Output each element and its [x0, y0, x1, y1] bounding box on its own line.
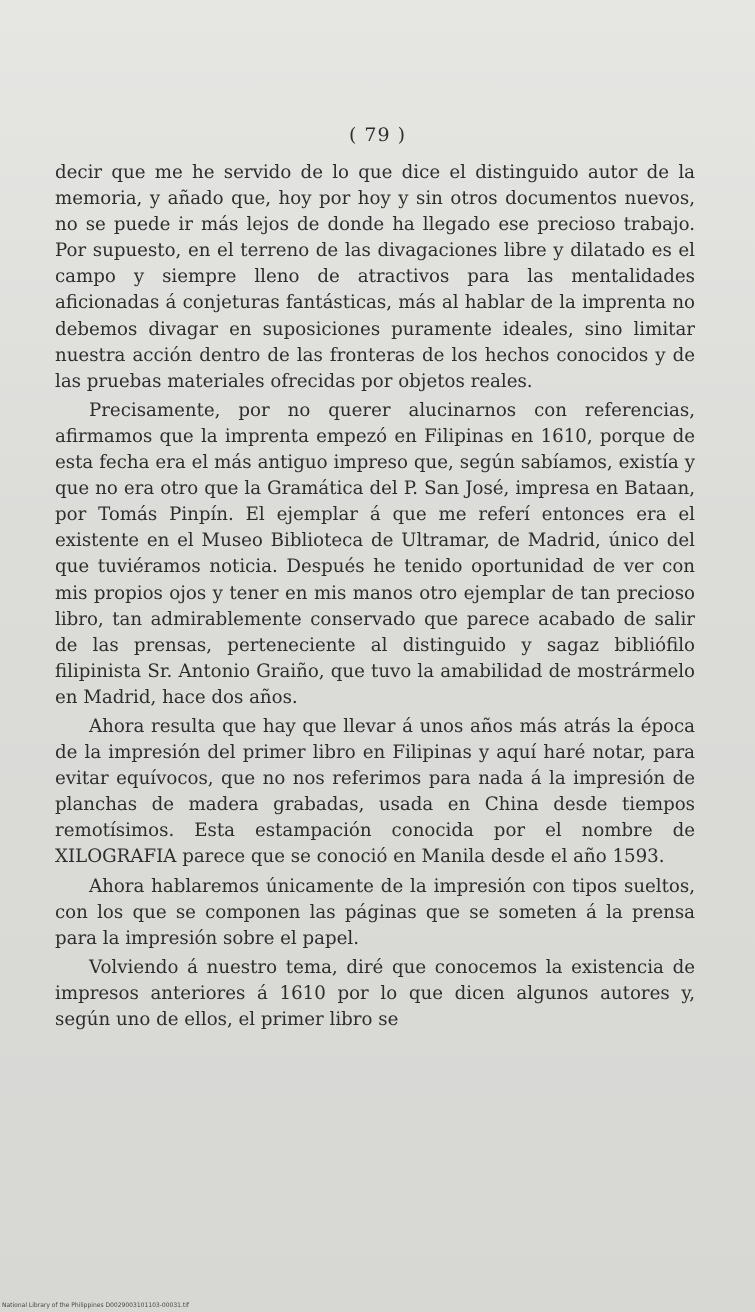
library-credit: National Library of the Philippines D0029003101103-00031.tif — [2, 1302, 190, 1309]
paragraph-1: decir que me he servido de lo que dice el distinguido autor de la memoria, y añado que, hoy por hoy y sin otros documentos nuevos, no se puede ir más lejos de donde ha llegado ese precioso trabajo. Por supuesto, en el terreno de las divagaciones libre y dilatado es el campo y siempre lleno de atractivos para las mentalidades aficionadas á conjeturas fantásticas, más al hablar de la imprenta no debemos divagar en suposiciones puramente ideales, sino limitar nuestra acción dentro de las fronteras de los hechos conocidos y de las pruebas materiales ofrecidas por objetos reales. — [55, 162, 695, 392]
paragraph-2: Precisamente, por no querer alucinarnos con referencias, afirmamos que la imprenta empezó en Filipinas en 1610, porque de esta fecha era el más antiguo impreso que, según sabíamos, existía y que no era otro que la Gramática del P. San José, impresa en Bataan, por Tomás Pinpín. El ejemplar á que me referí entonces era el existente en el Museo Biblioteca de Ultramar, de Madrid, único del que tuviéramos noticia. Después he tenido oportunidad de ver con mis propios ojos y tener en mis manos otro ejemplar de tan precioso libro, tan admirablemente conservado que parece acabado de salir de las prensas, perteneciente al distinguido y sagaz bibliófilo filipinista Sr. Antonio Graiño, que tuvo la amabilidad de mostrármelo en Madrid, hace dos años. — [55, 399, 695, 708]
page-number: ( 79 ) — [348, 124, 407, 146]
paragraph-5: Volviendo á nuestro tema, diré que conocemos la existencia de impresos anteriores á 1610 por lo que dicen algunos autores y, según uno de ellos, el primer libro se — [55, 956, 695, 1030]
body-text — [55, 160, 695, 1033]
paragraph-3: Ahora resulta que hay que llevar á unos años más atrás la época de la impresión del primer libro en Filipinas y aquí haré notar, para evitar equívocos, que no nos referimos para nada á la impresión de planchas de madera grabadas, usada en China desde tiempos remotísimos. Esta estampación conocida por el nombre de XILOGRAFIA parece que se conoció en Manila desde el año 1593. — [55, 715, 695, 868]
paragraph-4: Ahora hablaremos únicamente de la impresión con tipos sueltos, con los que se componen las páginas que se someten á la prensa para la impresión sobre el papel. — [55, 875, 695, 949]
